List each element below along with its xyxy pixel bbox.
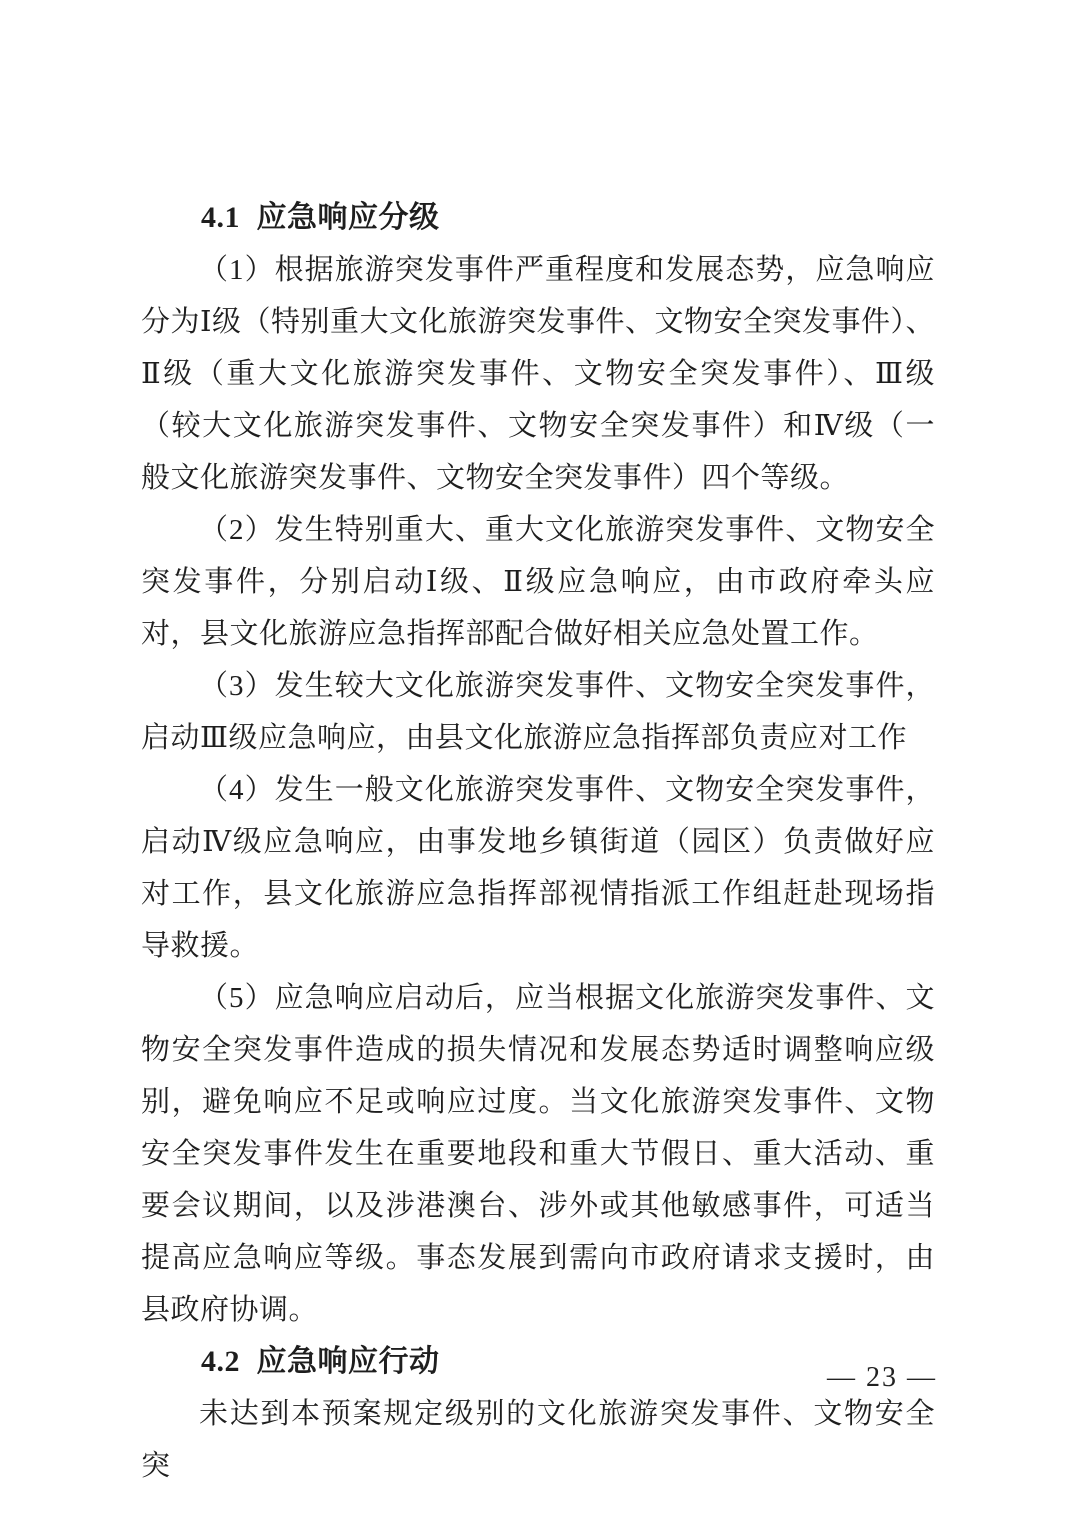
section-4-1-title: 应急响应分级 (256, 201, 440, 234)
paragraph-4-1-item-2: （2）发生特别重大、重大文化旅游突发事件、文物安全突发事件，分别启动Ⅰ级、Ⅱ级应急响应，由市政府牵头应对，县文化旅游应急指挥部配合做好相关应急处置工作。 (141, 514, 935, 650)
section-4-2-number: 4.2 (201, 1345, 240, 1378)
page-number: — 23 — (827, 1362, 937, 1393)
paragraph-4-1-item-5: （5）应急响应启动后，应当根据文化旅游突发事件、文物安全突发事件造成的损失情况和发展态势适时调整响应级别，避免响应不足或响应过度。当文化旅游突发事件、文物安全突发事件发生在重要地段和重大节假日、重大活动、重要会议期间，以及涉港澳台、涉外或其他敏感事件，可适当提高应急响应等级。事态发展到需向市政府请求支援时，由县政府协调。 (141, 982, 935, 1326)
paragraph-4-1-item-4: （4）发生一般文化旅游突发事件、文物安全突发事件，启动Ⅳ级应急响应，由事发地乡镇街道（园区）负责做好应对工作，县文化旅游应急指挥部视情指派工作组赶赴现场指导救援。 (141, 774, 935, 962)
section-4-2-title: 应急响应行动 (256, 1345, 440, 1378)
section-heading-4-1 (141, 192, 935, 244)
page-footer (637, 1362, 937, 1394)
paragraph-4-2-item-1: 未达到本预案规定级别的文化旅游突发事件、文物安全突 (141, 1398, 935, 1482)
section-4-1-number: 4.1 (201, 201, 240, 234)
paragraph-4-1-item-3: （3）发生较大文化旅游突发事件、文物安全突发事件，启动Ⅲ级应急响应，由县文化旅游应急指挥部负责应对工作 (141, 670, 935, 754)
document-body (141, 192, 935, 1492)
paragraph-4-1-item-1: （1）根据旅游突发事件严重程度和发展态势，应急响应分为Ⅰ级（特别重大文化旅游突发事件、文物安全突发事件）、Ⅱ级（重大文化旅游突发事件、文物安全突发事件）、Ⅲ级（较大文化旅游突发事件、文物安全突发事件）和Ⅳ级（一般文化旅游突发事件、文物安全突发事件）四个等级。 (141, 254, 935, 494)
